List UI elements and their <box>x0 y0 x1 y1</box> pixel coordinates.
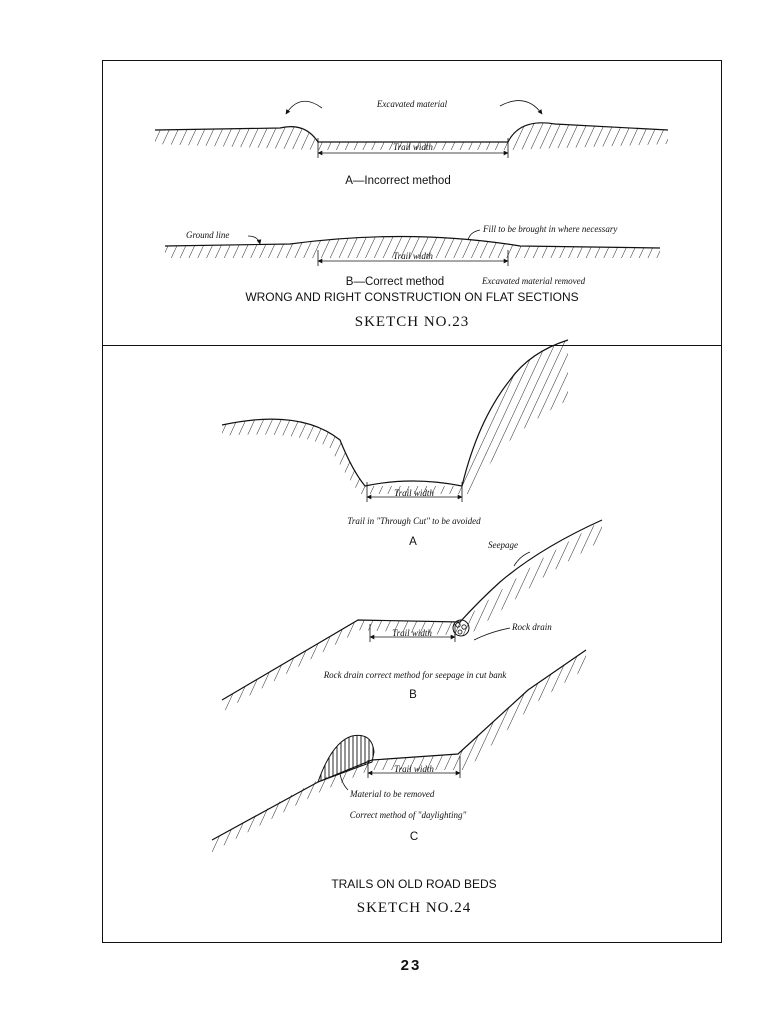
diagram-24a <box>222 340 568 548</box>
label-rock-drain: Rock drain <box>512 622 552 632</box>
letter-24c: C <box>409 831 419 843</box>
sketch-23-title: WRONG AND RIGHT CONSTRUCTION ON FLAT SECTIONS <box>245 290 579 304</box>
label-trail-width-b: Trail width <box>393 251 433 261</box>
page-number: 23 <box>400 957 422 974</box>
note-24c: Correct method of "daylighting" <box>349 810 467 820</box>
seepage-pointer <box>514 552 530 566</box>
fill-pointer <box>468 230 480 240</box>
left-arrow <box>286 101 322 114</box>
note-24b: Rock drain correct method for seepage in cut bank <box>323 670 507 680</box>
rock-drain-pointer <box>474 628 510 640</box>
right-arrow <box>500 101 542 114</box>
diagram-23b <box>165 224 660 288</box>
label-ground-line: Ground line <box>186 230 230 240</box>
label-seepage: Seepage <box>488 540 518 550</box>
label-trail-width-24c: Trail width <box>394 764 434 774</box>
letter-24a: A <box>409 536 417 548</box>
ground-line-pointer <box>248 236 260 244</box>
label-trail-width-24a: Trail width <box>394 488 434 498</box>
label-trail-width-24b: Trail width <box>392 628 432 638</box>
label-fill: Fill to be brought in where necessary <box>483 224 618 234</box>
ground-hatch <box>222 340 568 494</box>
label-material: Material to be removed <box>350 789 435 799</box>
diagram-23a <box>155 99 668 187</box>
label-trail-width-a: Trail width <box>393 142 433 152</box>
note-24a: Trail in "Through Cut" to be avoided <box>347 516 481 526</box>
sketch-23-number: SKETCH NO.23 <box>354 314 470 330</box>
letter-24b: B <box>409 689 417 701</box>
caption-b: B—Correct method <box>345 276 445 288</box>
sketch-24 <box>212 340 602 916</box>
sketch-24-number: SKETCH NO.24 <box>356 900 472 916</box>
sketch-23 <box>155 99 668 330</box>
sketch-24-title: TRAILS ON OLD ROAD BEDS <box>331 877 497 891</box>
caption-a: A—Incorrect method <box>345 175 451 187</box>
label-excavated-removed: Excavated material removed <box>482 276 586 286</box>
label-excavated: Excavated material <box>376 99 448 109</box>
